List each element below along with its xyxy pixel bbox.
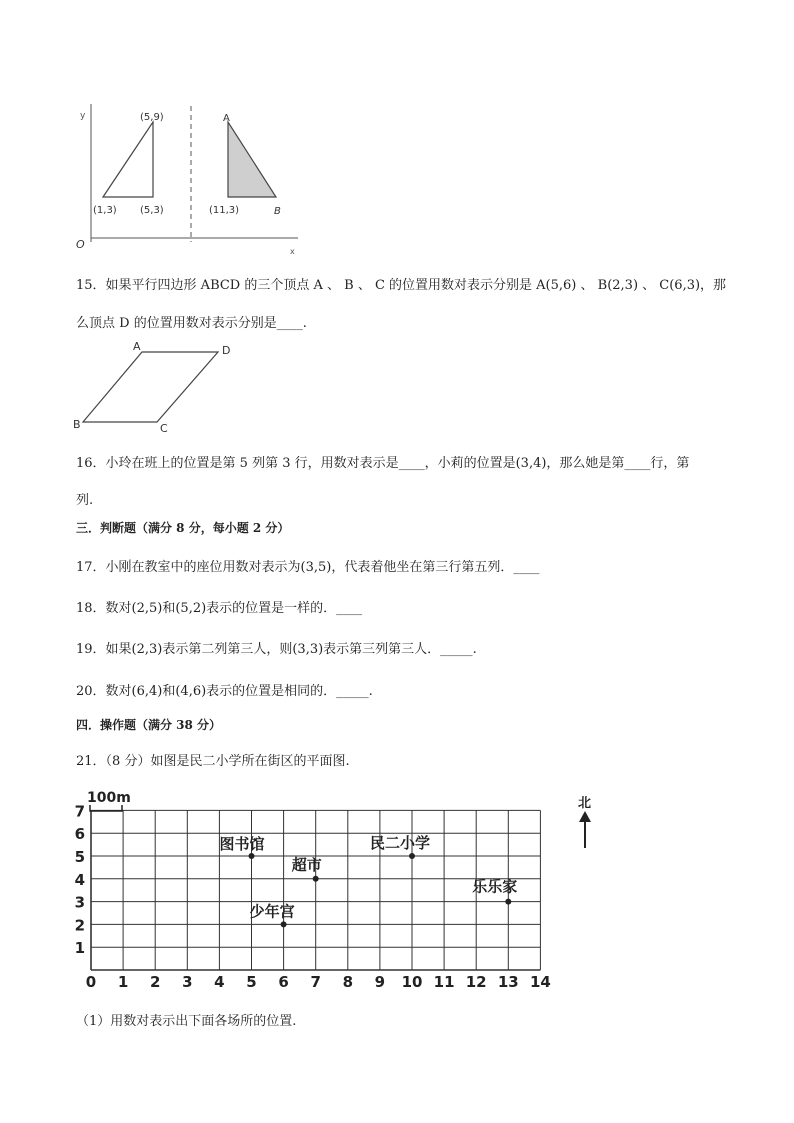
triangle-figure xyxy=(78,100,308,260)
x-tick-label: 10 xyxy=(401,973,423,991)
vertex-label: B xyxy=(73,418,81,431)
question-17: 17．小刚在教室中的座位用数对表示为(3,5)，代表着他坐在第三行第五列．____ xyxy=(76,560,540,575)
x-tick-label: 5 xyxy=(246,973,257,991)
left-triangle xyxy=(103,122,153,197)
north-arrow-icon xyxy=(579,811,591,822)
y-tick-label: 2 xyxy=(74,916,85,935)
section-4-title: 四．操作题（满分 38 分） xyxy=(76,718,222,732)
place-dot xyxy=(505,899,511,905)
x-tick-label: 11 xyxy=(433,973,455,991)
scale-label: 100m xyxy=(87,790,131,806)
point-label: A xyxy=(223,113,230,124)
parallelogram-figure xyxy=(70,338,240,434)
place-dot xyxy=(249,853,255,859)
place-dot xyxy=(313,876,319,882)
place-label: 少年宫 xyxy=(249,902,295,921)
north-label: 北 xyxy=(578,796,592,811)
y-tick-label: 3 xyxy=(74,893,85,912)
parallelogram xyxy=(83,352,218,422)
x-tick-label: 4 xyxy=(214,973,225,991)
section-3-title: 三．判断题（满分 8 分，每小题 2 分） xyxy=(76,521,290,535)
point-label: (1,3) xyxy=(93,205,117,216)
y-tick-label: 7 xyxy=(74,802,85,821)
place-label: 乐乐家 xyxy=(472,877,518,896)
x-tick-label: 14 xyxy=(529,973,551,991)
x-tick-label: 12 xyxy=(465,973,487,991)
x-tick-label: 9 xyxy=(374,973,386,991)
x-tick-label: 6 xyxy=(278,973,289,991)
question-15-line2: 么顶点 D 的位置用数对表示分别是____. xyxy=(76,316,307,331)
x-tick-label: 7 xyxy=(310,973,321,991)
origin-label: O xyxy=(76,238,85,251)
question-15-line1: 15．如果平行四边形 ABCD 的三个顶点 A 、 B 、 C 的位置用数对表示分别是 A(5,6) 、 B(2,3) 、 C(6,3)，那 xyxy=(76,278,727,293)
question-16-line2: 列. xyxy=(76,493,94,508)
map-tick-labels xyxy=(75,802,551,991)
x-axis-label: x xyxy=(290,247,295,256)
point-label: (5,9) xyxy=(140,112,164,123)
vertex-label: A xyxy=(133,340,141,353)
place-dot xyxy=(281,921,287,927)
x-tick-label: 8 xyxy=(342,973,354,991)
question-21-sub1: （1）用数对表示出下面各场所的位置. xyxy=(76,1014,297,1029)
vertex-label: D xyxy=(222,344,231,357)
vertex-label: C xyxy=(160,422,168,435)
place-label: 民二小学 xyxy=(370,834,431,852)
x-tick-label: 2 xyxy=(149,973,161,991)
x-tick-label: 1 xyxy=(117,973,129,991)
question-20: 20．数对(6,4)和(4,6)表示的位置是相同的．_____. xyxy=(76,684,373,699)
y-tick-label: 5 xyxy=(74,848,85,866)
place-dot xyxy=(409,853,415,859)
street-map xyxy=(70,780,610,1000)
point-label: (11,3) xyxy=(209,205,240,216)
question-21-intro: 21．（8 分）如图是民二小学所在街区的平面图. xyxy=(76,754,350,769)
point-label: B xyxy=(274,206,281,217)
question-16-line1: 16．小玲在班上的位置是第 5 列第 3 行，用数对表示是____，小莉的位置是(3,4)，那么她是第____行，第 xyxy=(76,456,690,471)
y-tick-label: 6 xyxy=(74,825,85,844)
point-label: (5,3) xyxy=(140,205,164,216)
x-tick-label: 0 xyxy=(85,973,97,991)
x-tick-label: 3 xyxy=(182,973,193,991)
x-tick-label: 13 xyxy=(497,973,519,991)
map-places xyxy=(220,834,518,927)
y-tick-label: 1 xyxy=(74,939,85,958)
y-axis-label: y xyxy=(80,111,86,121)
right-triangle xyxy=(228,122,276,197)
y-tick-label: 4 xyxy=(74,870,85,889)
question-19: 19．如果(2,3)表示第二列第三人，则(3,3)表示第三列第三人．_____. xyxy=(76,642,477,657)
place-label: 图书馆 xyxy=(219,835,265,853)
question-18: 18．数对(2,5)和(5,2)表示的位置是一样的．____ xyxy=(76,601,363,616)
place-label: 超市 xyxy=(291,855,322,874)
